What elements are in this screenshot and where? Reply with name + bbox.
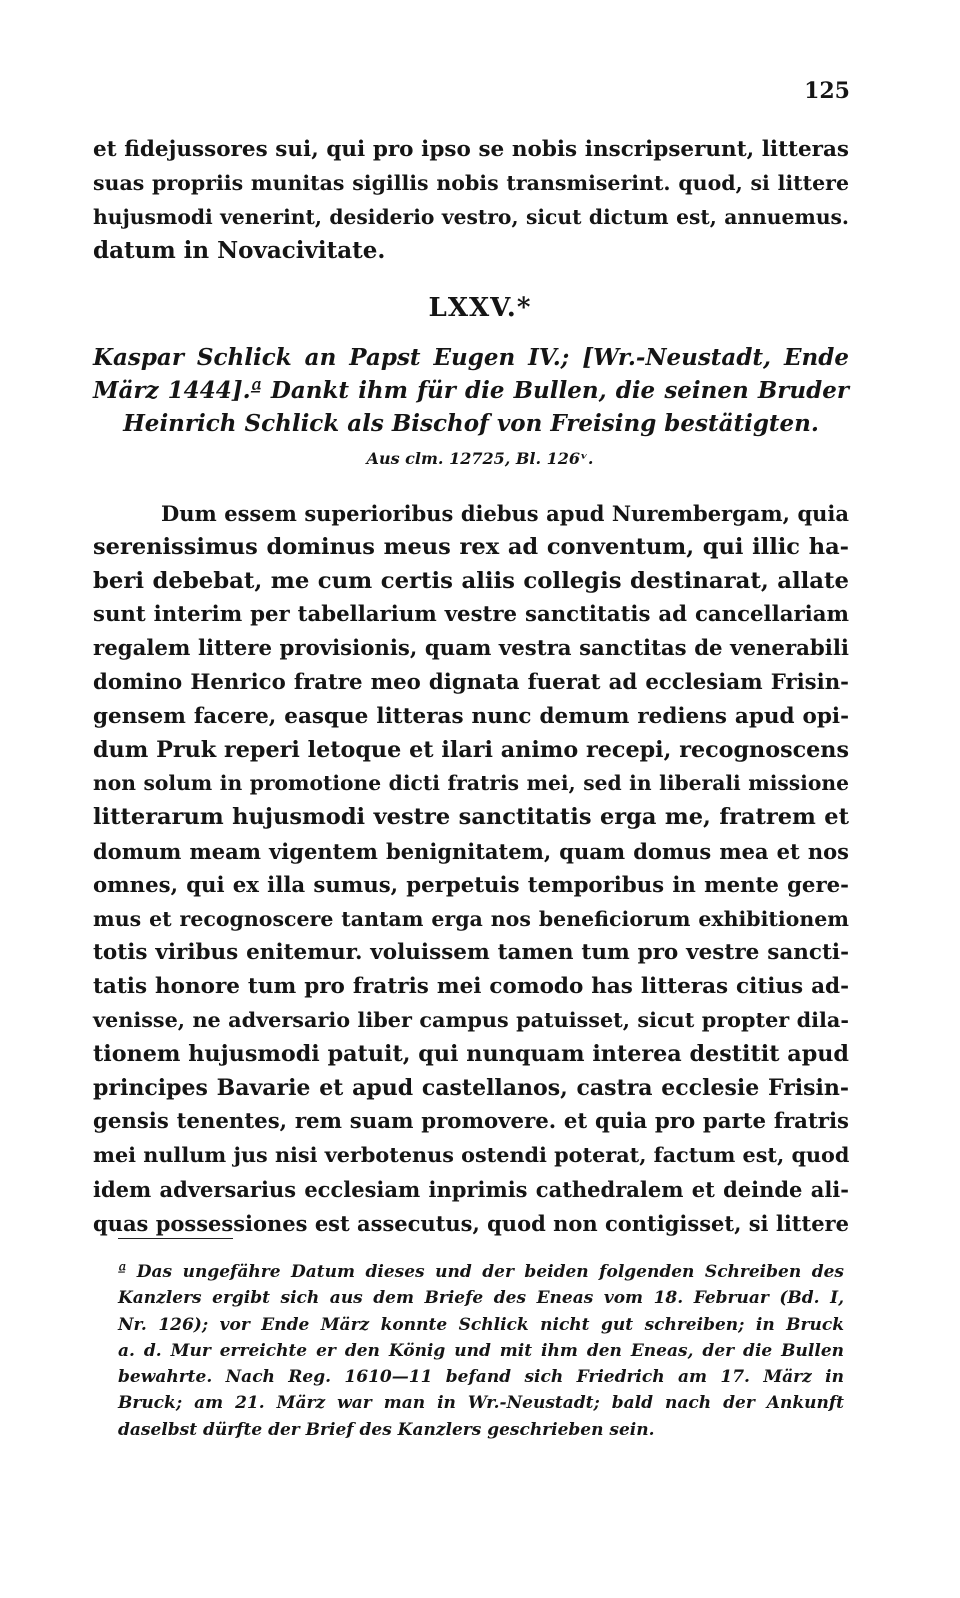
text-line: dum Pruk reperi letoque et ilari animo recepi, recognoscens bbox=[93, 736, 849, 763]
heading-line: Kaspar Schlick an Papst Eugen IV.; [Wr.-Neustadt, Ende bbox=[93, 344, 849, 371]
footnote-line: a. d. Mur erreichte er den König und mit ihm den Eneas, der die Bullen bbox=[118, 1340, 844, 1361]
text-line: mei nullum jus nisi verbotenus ostendi poterat, factum est, quod bbox=[93, 1143, 850, 1168]
text-line: gensem facere, easque litteras nunc demum rediens apud opi- bbox=[93, 703, 849, 729]
text-line: quas possessiones est assecutus, quod non contigisset, si littere bbox=[93, 1210, 849, 1236]
intro-paragraph bbox=[93, 133, 849, 268]
footnote bbox=[118, 1259, 844, 1443]
text-line: mus et recognoscere tantam erga nos beneficiorum exhibitionem bbox=[93, 906, 849, 931]
text-line: serenissimus dominus meus rex ad conventum, qui illic ha- bbox=[93, 533, 849, 560]
text-line: beri debebat, me cum certis aliis collegis destinarat, allate bbox=[93, 567, 849, 594]
footnote-divider bbox=[118, 1238, 233, 1239]
footnote-line: ª Das ungefähre Datum dieses und der beiden folgenden Schreiben des bbox=[118, 1262, 844, 1282]
text-line: totis viribus enitemur. voluissem tamen tum pro vestre sancti- bbox=[93, 940, 849, 966]
document-heading bbox=[93, 341, 849, 440]
text-line: litterarum hujusmodi vestre sanctitatis erga me, fratrem et bbox=[93, 804, 849, 831]
text-line: domino Henrico fratre meo dignata fuerat ad ecclesiam Frisin- bbox=[93, 669, 849, 695]
text-line: venisse, ne adversario liber campus patuisset, sicut propter dila- bbox=[93, 1007, 849, 1032]
heading-line: Heinrich Schlick als Bischof von Freising bestätigten. bbox=[123, 410, 819, 437]
document-number: LXXV.* bbox=[428, 293, 532, 323]
footnote-line: daselbst dürfte der Brief des Kanzlers geschrieben sein. bbox=[118, 1419, 655, 1440]
text-line: sunt interim per tabellarium vestre sanctitatis ad cancellariam bbox=[93, 602, 849, 628]
footnote-line: bewahrte. Nach Reg. 1610—11 befand sich Friedrich am 17. März in bbox=[118, 1367, 844, 1388]
source-reference: Aus clm. 12725, Bl. 126ᵛ. bbox=[366, 449, 594, 468]
footnote-line: Kanzlers ergibt sich aus dem Briefe des Eneas vom 18. Februar (Bd. I, bbox=[118, 1288, 844, 1309]
page-number: 125 bbox=[804, 78, 850, 104]
text-line: hujusmodi venerint, desiderio vestro, sicut dictum est, annuemus. bbox=[93, 204, 849, 229]
text-line: omnes, qui ex illa sumus, perpetuis temporibus in mente gere- bbox=[93, 872, 849, 898]
letter-body bbox=[93, 497, 849, 1241]
heading-line: März 1444].ª Dankt ihm für die Bullen, die seinen Bruder bbox=[93, 377, 849, 404]
text-line: et fidejussores sui, qui pro ipso se nobis inscripserunt, litteras bbox=[93, 137, 849, 162]
text-line: domum meam vigentem benignitatem, quam domus mea et nos bbox=[93, 838, 849, 864]
text-line: idem adversarius ecclesiam inprimis cathedralem et deinde ali- bbox=[93, 1176, 849, 1202]
footnote-line: Bruck; am 21. März war man in Wr.-Neustadt; bald nach der Ankunft bbox=[118, 1393, 844, 1414]
text-line: datum in Novacivitate. bbox=[93, 237, 386, 265]
text-line: gensis tenentes, rem suam promovere. et quia pro parte fratris bbox=[93, 1109, 849, 1135]
text-line: tatis honore tum pro fratris mei comodo has litteras citius ad- bbox=[93, 974, 849, 1000]
footnote-line: Nr. 126); vor Ende März konnte Schlick nicht gut schreiben; in Bruck bbox=[118, 1314, 844, 1335]
text-line: suas propriis munitas sigillis nobis transmiserint. quod, si littere bbox=[93, 170, 849, 195]
text-line: regalem littere provisionis, quam vestra sanctitas de venerabili bbox=[93, 636, 849, 662]
text-line: Dum essem superioribus diebus apud Nurembergam, quia bbox=[161, 501, 849, 526]
text-line: non solum in promotione dicti fratris mei, sed in liberali missione bbox=[93, 771, 849, 796]
text-line: principes Bavarie et apud castellanos, castra ecclesie Frisin- bbox=[93, 1074, 849, 1101]
text-line: tionem hujusmodi patuit, qui nunquam interea destitit apud bbox=[93, 1040, 849, 1067]
